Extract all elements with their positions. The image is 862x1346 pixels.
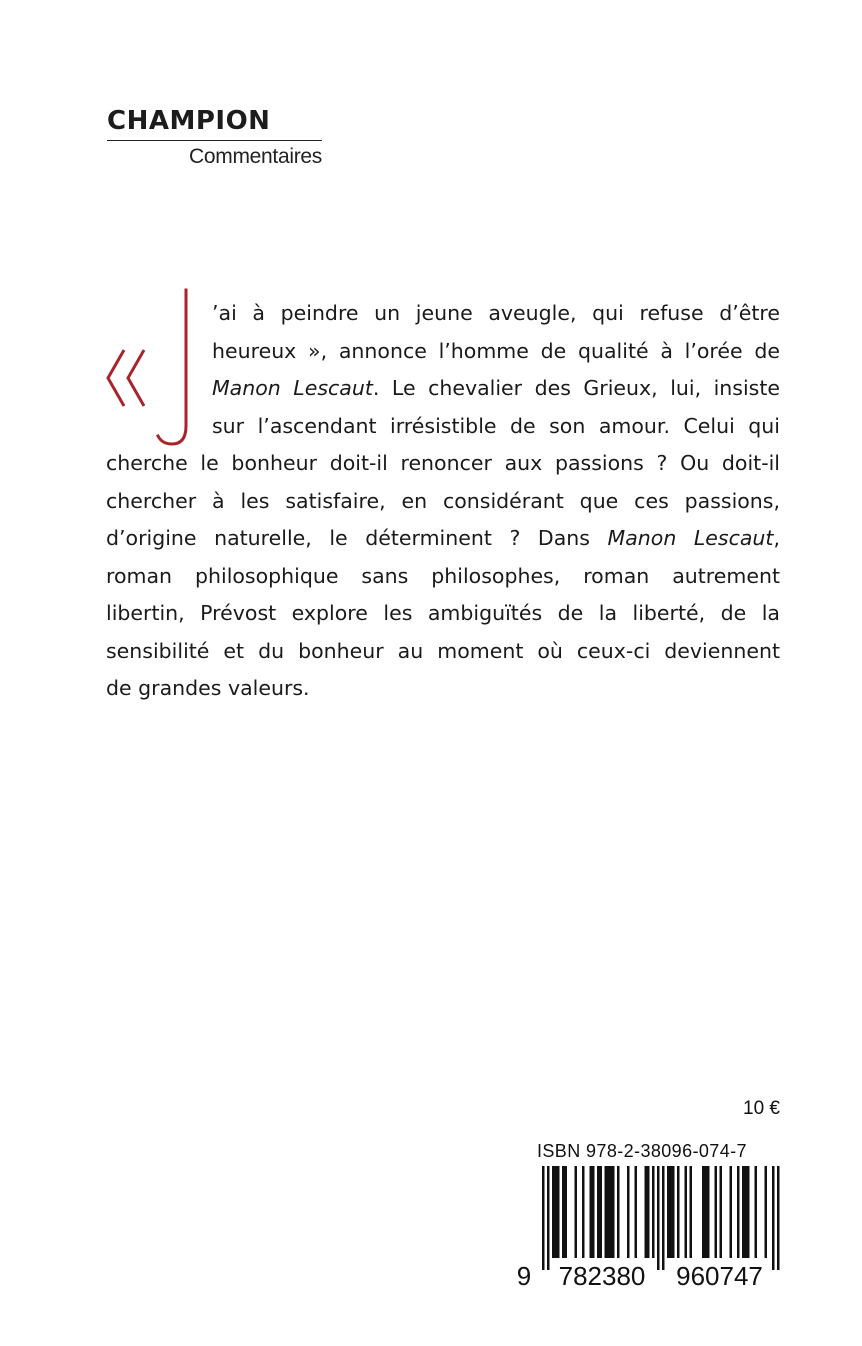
barcode-bar: [737, 1166, 740, 1258]
barcode-bar: [667, 1166, 670, 1258]
barcode-bar: [582, 1166, 585, 1258]
barcode-bar: [555, 1166, 558, 1258]
barcode-bar: [672, 1166, 675, 1258]
blurb-line: sur l’ascendant irrésistible de son amour. Celui qui: [212, 413, 780, 438]
barcode-bar: [627, 1166, 630, 1258]
barcode-bar: [690, 1166, 693, 1258]
barcode-bar: [730, 1166, 733, 1258]
isbn-label: ISBN 978-2-38096-074-7: [537, 1141, 747, 1161]
blurb-line: heureux », annonce l’homme de qualité à l’orée de: [212, 338, 780, 363]
barcode-bar: [592, 1166, 595, 1258]
publisher-name: CHAMPION: [107, 106, 271, 136]
blurb-line: chercher à les satisfaire, en considérant que ces passions,: [106, 488, 780, 513]
barcode-digits: 782380: [558, 1261, 646, 1288]
barcode-guard-bar: [772, 1166, 775, 1270]
blurb-line: sensibilité et du bonheur au moment où ceux-ci deviennent: [106, 638, 780, 663]
barcode-bar: [552, 1166, 555, 1258]
barcode-guard-bar: [657, 1166, 660, 1270]
barcode-bar: [707, 1166, 710, 1258]
blurb-line: Manon Lescaut. Le chevalier des Grieux, lui, insiste: [212, 376, 781, 400]
publisher-divider: [107, 140, 322, 141]
barcode-bar: [610, 1166, 613, 1258]
barcode-bar: [720, 1166, 723, 1258]
barcode-bar: [607, 1166, 610, 1258]
blurb-line: cherche le bonheur doit-il renoncer aux passions ? Ou doit-il: [106, 451, 780, 475]
blurb-line: d’origine naturelle, le déterminent ? Dans Manon Lescaut,: [106, 526, 780, 550]
barcode-bar: [617, 1166, 620, 1258]
barcode-bar: [765, 1166, 768, 1258]
barcode-guard-bar: [777, 1166, 780, 1270]
blurb-line: roman philosophique sans philosophes, roman autrement: [106, 563, 780, 588]
barcode-bar: [597, 1166, 600, 1258]
barcode-bar: [742, 1166, 745, 1258]
barcode-bar: [745, 1166, 748, 1258]
blurb-line: ’ai à peindre un jeune aveugle, qui refuse d’être: [212, 301, 780, 325]
barcode-bar: [612, 1166, 615, 1258]
barcode-bar: [685, 1166, 688, 1258]
price-label: 10 €: [743, 1098, 780, 1119]
barcode-bar: [565, 1166, 568, 1258]
barcode-bar: [755, 1166, 758, 1258]
barcode-bar: [670, 1166, 673, 1258]
barcode-bar: [677, 1166, 680, 1258]
barcode-bar: [647, 1166, 650, 1258]
barcode-bar: [600, 1166, 603, 1258]
barcode-bar: [562, 1166, 565, 1258]
barcode-guard-bar: [662, 1166, 665, 1270]
barcode-bar: [702, 1166, 705, 1258]
barcode-bar: [557, 1166, 560, 1258]
blurb-line: libertin, Prévost explore les ambiguïtés de la liberté, de la: [106, 601, 780, 625]
barcode-bar: [590, 1166, 593, 1258]
barcode-bar: [652, 1166, 655, 1258]
back-cover-blurb: [106, 295, 780, 708]
barcode-guard-bar: [547, 1166, 550, 1270]
barcode-bar: [645, 1166, 648, 1258]
series-name: Commentaires: [189, 145, 322, 168]
barcode-bar: [575, 1166, 578, 1258]
barcode-bar: [715, 1166, 718, 1258]
barcode-digits: 9: [516, 1261, 532, 1288]
barcode-digits: 960747: [676, 1261, 763, 1288]
barcode-bar: [605, 1166, 608, 1258]
barcode-bar: [705, 1166, 708, 1258]
barcode-guard-bar: [542, 1166, 545, 1270]
blurb-line: de grandes valeurs.: [106, 676, 310, 700]
isbn-barcode: [514, 1166, 780, 1288]
publisher-logo: [107, 104, 322, 172]
barcode-bar: [635, 1166, 638, 1258]
barcode-bar: [747, 1166, 750, 1258]
